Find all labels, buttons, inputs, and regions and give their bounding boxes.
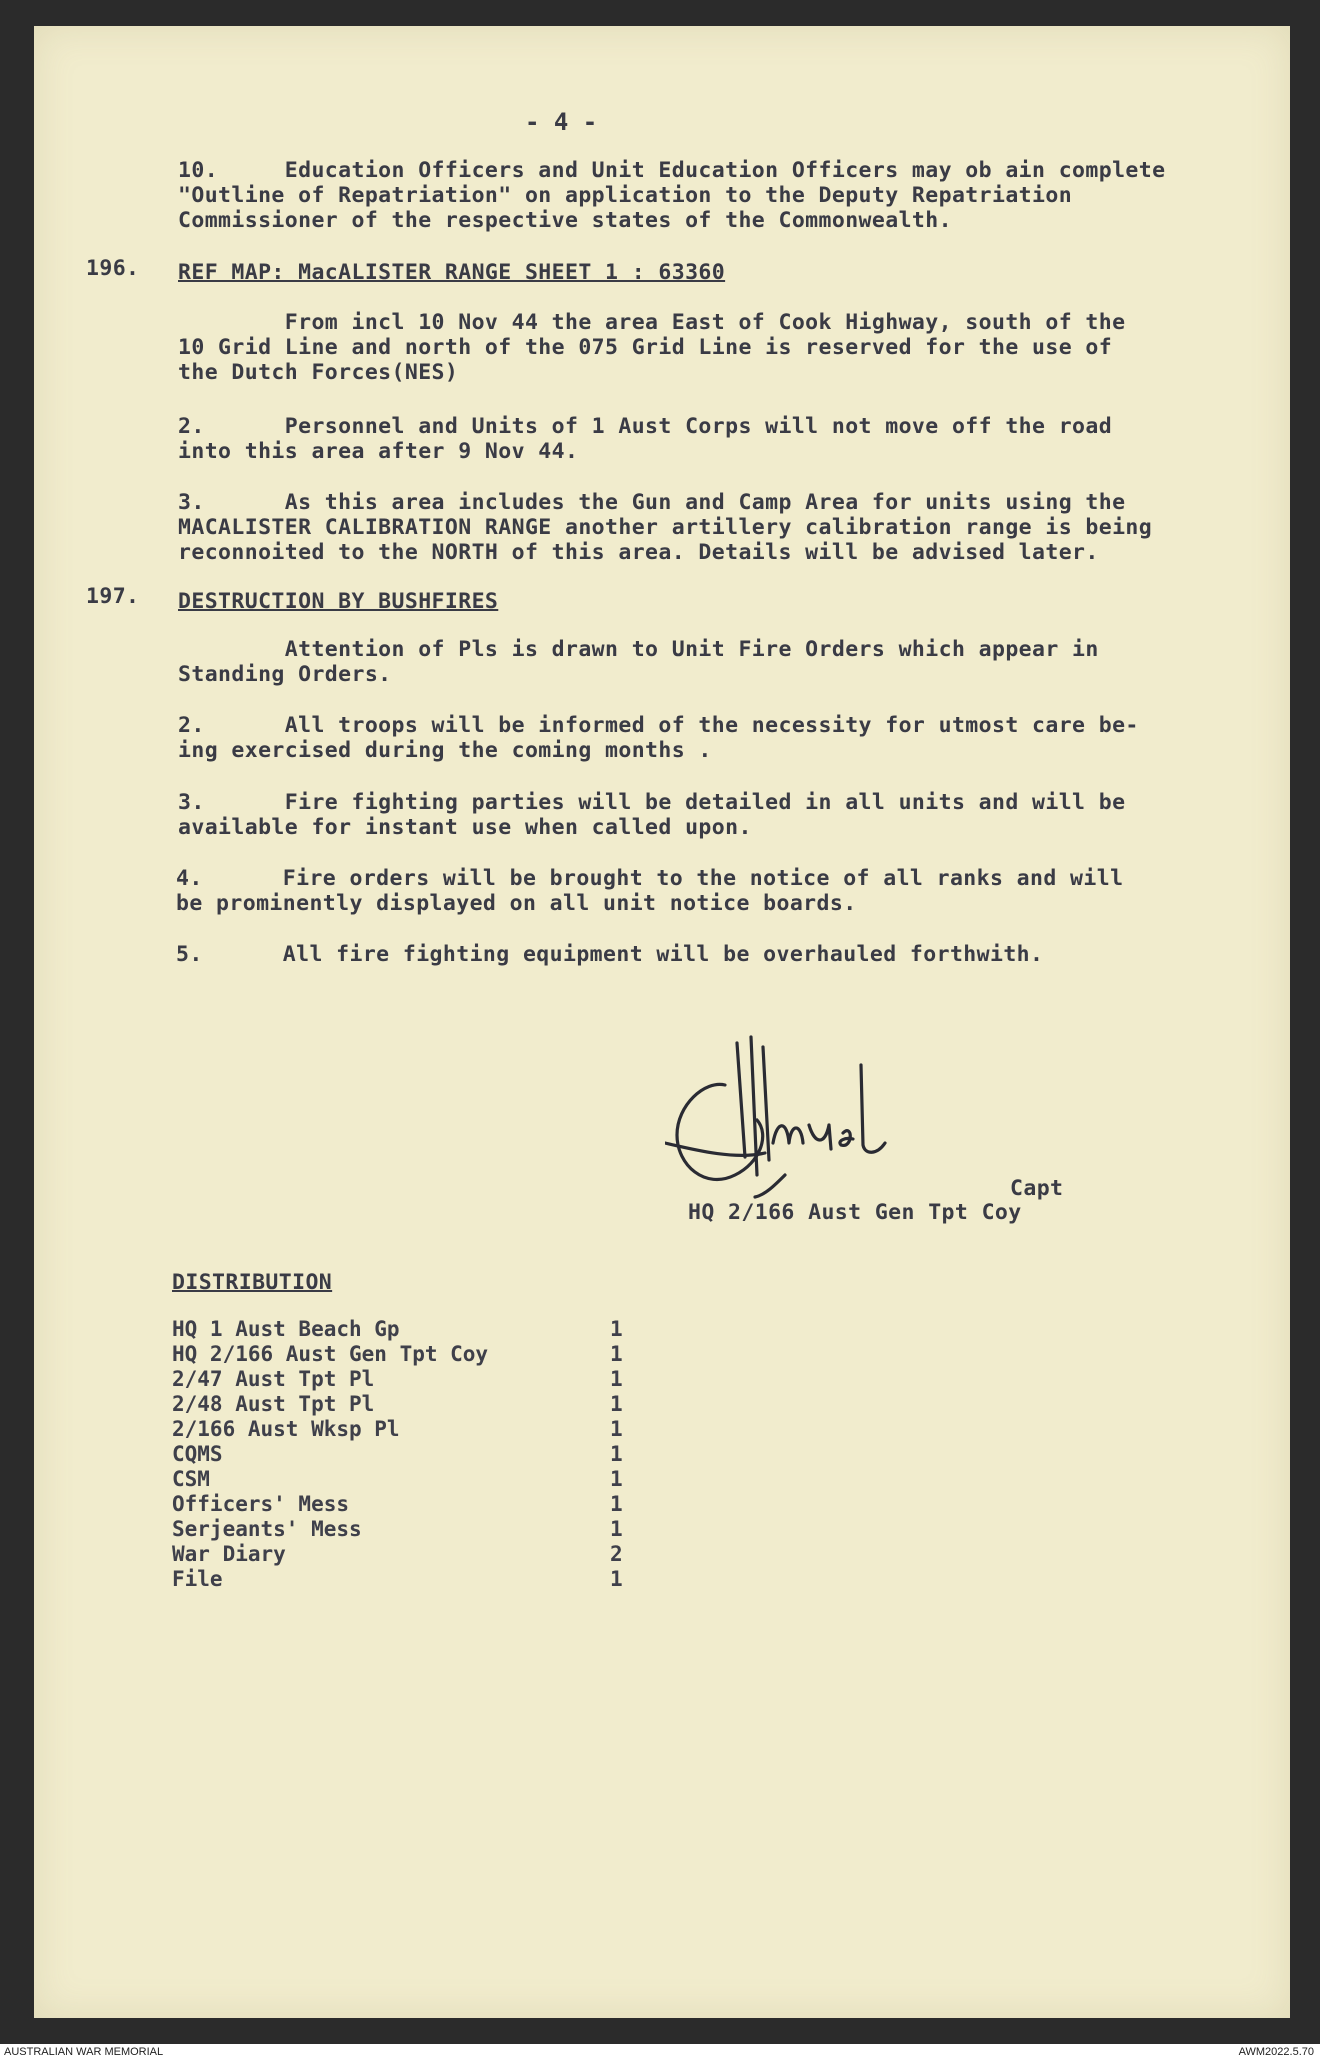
section-197-heading: DESTRUCTION BY BUSHFIRES (178, 589, 499, 614)
distribution-item-name: 2/48 Aust Tpt Pl (172, 1392, 375, 1416)
sec197-p1-line2: Standing Orders. (178, 662, 392, 687)
sec197-p4-line2: be prominently displayed on all unit notice boards. (176, 891, 857, 916)
distribution-item-qty: 1 (610, 1442, 623, 1466)
distribution-item-name: Officers' Mess (172, 1492, 350, 1516)
sec197-p5-line1: 5. All fire fighting equipment will be overhauled forthwith. (176, 942, 1044, 967)
sec196-p3-line1: 3. As this area includes the Gun and Camp Area for units using the (178, 490, 1126, 515)
sec196-p2-line1: 2. Personnel and Units of 1 Aust Corps will not move off the road (178, 414, 1113, 439)
distribution-item-qty: 1 (610, 1342, 623, 1366)
distribution-item-qty: 1 (610, 1517, 623, 1541)
distribution-item-name: CQMS (172, 1442, 223, 1466)
sec196-p1-line3: the Dutch Forces(NES) (178, 360, 459, 385)
distribution-item-qty: 1 (610, 1492, 623, 1516)
sec196-p1-line2: 10 Grid Line and north of the 075 Grid Line is reserved for the use of (178, 335, 1113, 360)
para10-line2: "Outline of Repatriation" on application to the Deputy Repatriation (178, 183, 1073, 208)
distribution-heading: DISTRIBUTION (172, 1270, 333, 1295)
sec196-p1-line1: From incl 10 Nov 44 the area East of Cook Highway, south of the (178, 310, 1126, 335)
archive-footer (0, 2044, 1320, 2061)
para10-line1: 10. Education Officers and Unit Education Officers may ob ain complete (178, 158, 1166, 183)
sec197-p1-line1: Attention of Pls is drawn to Unit Fire Orders which appear in (178, 637, 1099, 662)
sec196-p2-line2: into this area after 9 Nov 44. (178, 439, 579, 464)
distribution-item-qty: 1 (610, 1317, 623, 1341)
handwritten-signature (665, 1025, 905, 1215)
distribution-item-name: HQ 1 Aust Beach Gp (172, 1317, 400, 1341)
section-196-heading: REF MAP: MacALISTER RANGE SHEET 1 : 63360 (178, 260, 726, 285)
sec197-p2-line2: ing exercised during the coming months . (178, 738, 712, 763)
distribution-item-qty: 1 (610, 1367, 623, 1391)
distribution-item-name: 2/166 Aust Wksp Pl (172, 1417, 400, 1441)
sec197-p3-line2: available for instant use when called upon. (178, 815, 752, 840)
archive-reference: AWM2022.5.70 (1238, 2046, 1314, 2058)
page-number: - 4 - (525, 108, 598, 136)
sec197-p3-line1: 3. Fire fighting parties will be detailed in all units and will be (178, 790, 1126, 815)
sec197-p4-line1: 4. Fire orders will be brought to the notice of all ranks and will (176, 866, 1124, 891)
distribution-item-name: File (172, 1567, 223, 1591)
distribution-item-name: War Diary (172, 1542, 286, 1566)
para10-line3: Commissioner of the respective states of the Commonwealth. (178, 208, 952, 233)
sec197-p2-line1: 2. All troops will be informed of the necessity for utmost care be- (178, 713, 1139, 738)
section-196-number: 196. (86, 256, 140, 281)
sec196-p3-line2: MACALISTER CALIBRATION RANGE another artillery calibration range is being (178, 515, 1153, 540)
archive-name: AUSTRALIAN WAR MEMORIAL (4, 2046, 164, 2058)
distribution-item-qty: 1 (610, 1417, 623, 1441)
section-197-number: 197. (86, 584, 140, 609)
distribution-item-name: Serjeants' Mess (172, 1517, 362, 1541)
distribution-item-qty: 2 (610, 1542, 623, 1566)
signature-unit: HQ 2/166 Aust Gen Tpt Coy (688, 1200, 1022, 1225)
distribution-item-qty: 1 (610, 1467, 623, 1491)
distribution-item-qty: 1 (610, 1567, 623, 1591)
distribution-item-name: 2/47 Aust Tpt Pl (172, 1367, 375, 1391)
sec196-p3-line3: reconnoited to the NORTH of this area. Details will be advised later. (178, 540, 1099, 565)
distribution-item-name: HQ 2/166 Aust Gen Tpt Coy (172, 1342, 489, 1366)
distribution-item-name: CSM (172, 1467, 210, 1491)
distribution-item-qty: 1 (610, 1392, 623, 1416)
signature-rank: Capt (1010, 1176, 1064, 1201)
